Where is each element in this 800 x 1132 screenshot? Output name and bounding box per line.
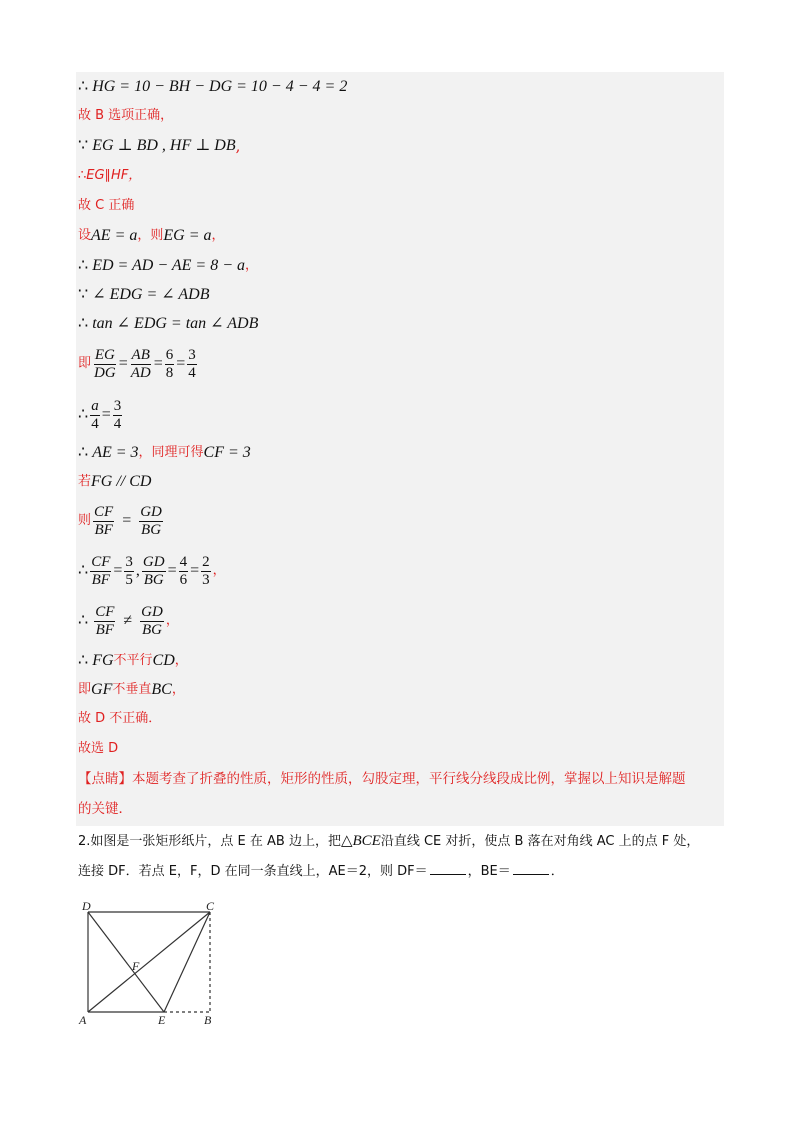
solution-line-12: [78, 443, 251, 463]
solution-line-19: 故 D 不正确．: [78, 711, 162, 726]
question-2-line-2: [78, 862, 564, 882]
solution-line-15: [78, 553, 226, 589]
segment-ec: [164, 912, 210, 1012]
solution-line-6: [78, 226, 225, 246]
fraction: $\frac{GD}{BG}$: [142, 553, 165, 588]
fraction: $\frac{a}{4}$: [91, 397, 99, 432]
solution-line-2: 故 B 选项正确，: [78, 108, 174, 123]
solution-line-10: [78, 346, 199, 382]
fraction: $\frac{EG}{DG}$: [94, 346, 116, 381]
label-a: A: [79, 1013, 87, 1027]
math-expression: EG ⊥ BD , HF ⊥ DB: [92, 137, 236, 154]
solution-line-18: [78, 680, 185, 700]
therefore-symbol: ∴: [78, 257, 89, 274]
comment-note-line-1: 【点睛】本题考查了折叠的性质，矩形的性质，勾股定理，平行线分线段成比例，掌握以上知识是解题: [78, 771, 686, 787]
equals: =: [101, 406, 111, 423]
fraction: $\frac{GD}{BG}$: [140, 503, 162, 538]
solution-line-5: 故 C 正确: [78, 198, 135, 213]
solution-line-7: [78, 256, 258, 276]
fraction: $\frac{GD}{BG}$: [141, 603, 163, 638]
therefore-symbol: ∴: [78, 652, 89, 669]
fraction: $\frac{6}{8}$: [165, 346, 174, 381]
because-symbol: ∵: [78, 137, 89, 154]
comment-note-line-2: 的关键．: [78, 801, 132, 817]
question-text: 沿直线 CE 对折，使点 B 落在对角线 AC 上的点 F 处，: [380, 834, 700, 849]
equals: =: [122, 512, 132, 529]
segment-de: [88, 912, 164, 1012]
therefore-symbol: ∴: [78, 612, 89, 629]
punctuation: ，: [245, 258, 259, 273]
answer-blank-be[interactable]: [513, 862, 549, 875]
math-expression: CF = 3: [203, 444, 251, 461]
because-symbol: ∵: [78, 286, 89, 303]
equals: =: [118, 355, 128, 372]
therefore-symbol: ∴: [78, 315, 89, 332]
question-2-line-1: [78, 831, 699, 852]
text: 若: [78, 474, 92, 489]
text: 设: [78, 228, 92, 243]
label-e: E: [158, 1013, 166, 1027]
question-text: ．: [550, 864, 564, 879]
label-c: C: [206, 899, 215, 913]
equals: =: [153, 355, 163, 372]
fraction: $\frac{3}{5}$: [125, 553, 133, 588]
label-b: B: [204, 1013, 212, 1027]
equals: =: [113, 562, 123, 579]
math-expression: HG = 10 − BH − DG = 10 − 4 − 4 = 2: [92, 78, 348, 95]
math-expression: AE = 3: [92, 444, 139, 461]
math-expression: GF: [91, 681, 113, 698]
not-equal: ≠: [123, 612, 133, 629]
math-expression: EG = a: [163, 227, 212, 244]
diagonal-ac: [88, 912, 210, 1012]
question-text: 连接 DF．若点 E，F，D 在同一条直线上，AE＝2，则 DF＝: [78, 864, 428, 879]
therefore-symbol: ∴: [78, 78, 89, 95]
therefore-symbol: ∴: [78, 562, 89, 579]
punctuation: ，: [174, 653, 188, 668]
label-d: D: [82, 899, 91, 913]
answer-blank-df[interactable]: [430, 862, 466, 875]
text: 不垂直: [112, 682, 152, 697]
question-text: 2.如图是一张矩形纸片，点 E 在 AB 边上，把: [78, 834, 341, 849]
equals: =: [190, 562, 200, 579]
math-expression: AE = a: [91, 227, 138, 244]
math-expression: △BCE: [340, 833, 381, 849]
fraction: $\frac{2}{3}$: [202, 553, 210, 588]
therefore-symbol: ∴: [78, 444, 89, 461]
fraction: $\frac{CF}{BF}$: [91, 553, 111, 588]
fraction: $\frac{CF}{BF}$: [94, 503, 114, 538]
solution-line-11: [78, 397, 124, 433]
math-expression: ED = AD − AE = 8 − a: [92, 257, 245, 274]
solution-line-9: [78, 314, 258, 334]
solution-line-17: [78, 651, 188, 671]
text: 即: [78, 682, 92, 697]
math-expression: CD: [152, 652, 175, 669]
punctuation: ，: [211, 228, 225, 243]
text: 即: [78, 356, 92, 371]
equals: =: [167, 562, 177, 579]
fraction: $\frac{AB}{AD}$: [130, 346, 151, 381]
math-expression: BC: [151, 681, 172, 698]
solution-line-4: ∴EG∥HF，: [78, 168, 142, 183]
solution-line-20: 故选 D: [78, 741, 119, 756]
therefore-symbol: ∴: [78, 406, 89, 423]
question-text: ，BE＝: [467, 864, 511, 879]
solution-line-1: [78, 77, 347, 97]
math-expression: FG: [92, 652, 114, 669]
rectangle-figure: [74, 898, 234, 1038]
solution-line-13: [78, 472, 151, 492]
punctuation: ，: [171, 682, 185, 697]
equals: =: [176, 355, 186, 372]
solution-line-14: [78, 503, 165, 539]
solution-line-3: [78, 136, 240, 156]
solution-line-8: [78, 285, 210, 305]
text: ，同理可得: [138, 445, 204, 460]
punctuation: ,: [235, 137, 241, 155]
text: 不平行: [113, 653, 153, 668]
punctuation: ,: [135, 562, 140, 579]
fraction: $\frac{3}{4}$: [188, 346, 196, 381]
punctuation: ，: [212, 563, 226, 578]
text: ，则: [137, 228, 164, 243]
label-f: F: [132, 959, 140, 973]
fraction: $\frac{4}{6}$: [179, 553, 188, 588]
text: 则: [78, 513, 92, 528]
math-expression: tan ∠ EDG = tan ∠ ADB: [92, 315, 259, 332]
math-expression: FG // CD: [91, 473, 152, 490]
math-expression: ∠ EDG = ∠ ADB: [92, 286, 210, 303]
fraction: $\frac{CF}{BF}$: [95, 603, 115, 638]
fraction: $\frac{3}{4}$: [113, 397, 122, 432]
solution-line-16: [78, 603, 179, 639]
punctuation: ，: [165, 613, 179, 628]
